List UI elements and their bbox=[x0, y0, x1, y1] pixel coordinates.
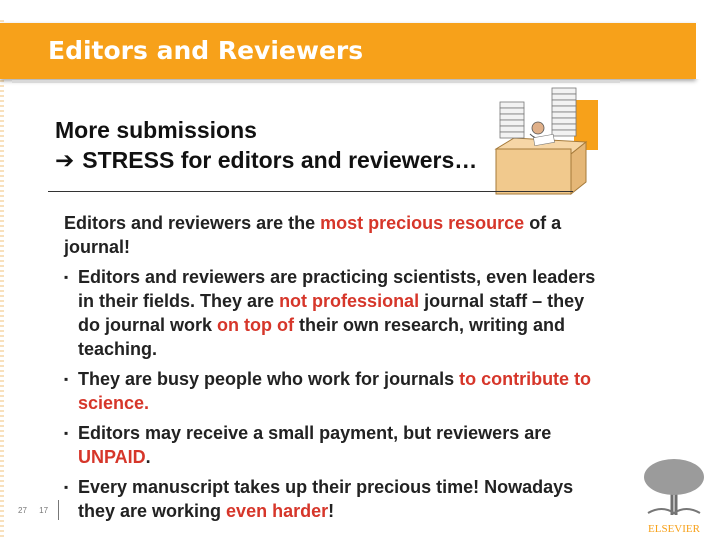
bullet-highlight: UNPAID bbox=[78, 447, 146, 467]
footer-divider bbox=[58, 500, 59, 520]
elsevier-logo bbox=[638, 455, 710, 535]
headline-line2-text: STRESS for editors and reviewers… bbox=[82, 147, 478, 173]
bullet-icon: ▪ bbox=[64, 426, 69, 440]
intro-text-end: of a journal! bbox=[64, 213, 562, 257]
bullet-item bbox=[64, 475, 604, 523]
bullet-icon: ▪ bbox=[64, 372, 69, 386]
page-number: 27 bbox=[18, 506, 27, 515]
slide-title: Editors and Reviewers bbox=[48, 36, 364, 65]
intro-text: Editors and reviewers are the bbox=[64, 213, 321, 233]
bullet-text: journal staff – they do journal work bbox=[78, 291, 585, 335]
bullet-highlight: even harder bbox=[226, 501, 329, 521]
headline-rule bbox=[48, 191, 573, 192]
bullet-highlight: to contribute to science. bbox=[78, 369, 592, 413]
bullet-text: They are busy people who work for journals bbox=[78, 369, 460, 389]
bullet-text: Every manuscript takes up their precious time! Nowadays they are working bbox=[78, 477, 574, 521]
bullet-text: Editors and reviewers are practicing scientists, even leaders in their fields. They are bbox=[78, 267, 596, 311]
tree-logo-icon bbox=[638, 455, 710, 519]
bullet-highlight: on top of bbox=[217, 315, 294, 335]
title-bar-edge bbox=[696, 23, 720, 79]
footer-page-number bbox=[18, 506, 48, 515]
page-number-sub: 17 bbox=[39, 506, 49, 515]
body-text bbox=[64, 211, 604, 529]
decorative-dot-strip bbox=[0, 20, 4, 540]
intro-highlight: most precious resource bbox=[320, 213, 525, 233]
bullet-item bbox=[64, 367, 604, 415]
headline bbox=[55, 115, 477, 176]
bullet-highlight: not professional bbox=[279, 291, 420, 311]
bullet-icon: ▪ bbox=[64, 270, 69, 284]
headline-line1: More submissions bbox=[55, 117, 257, 143]
bullet-text: their own research, writing and teaching. bbox=[78, 315, 566, 359]
bullet-text: ! bbox=[328, 501, 335, 521]
headline-line2 bbox=[55, 145, 477, 176]
bullet-list bbox=[64, 265, 604, 523]
bullet-item bbox=[64, 265, 604, 361]
arrow-right-icon: ➔ bbox=[55, 148, 75, 174]
logo-text: ELSEVIER bbox=[648, 523, 700, 535]
stressed-desk-illustration bbox=[476, 84, 606, 204]
title-divider bbox=[12, 80, 620, 83]
bullet-text: Editors may receive a small payment, but reviewers are bbox=[78, 423, 552, 443]
bullet-icon: ▪ bbox=[64, 480, 69, 494]
bullet-item bbox=[64, 421, 604, 469]
intro-paragraph bbox=[64, 211, 604, 259]
bullet-text: . bbox=[145, 447, 151, 467]
